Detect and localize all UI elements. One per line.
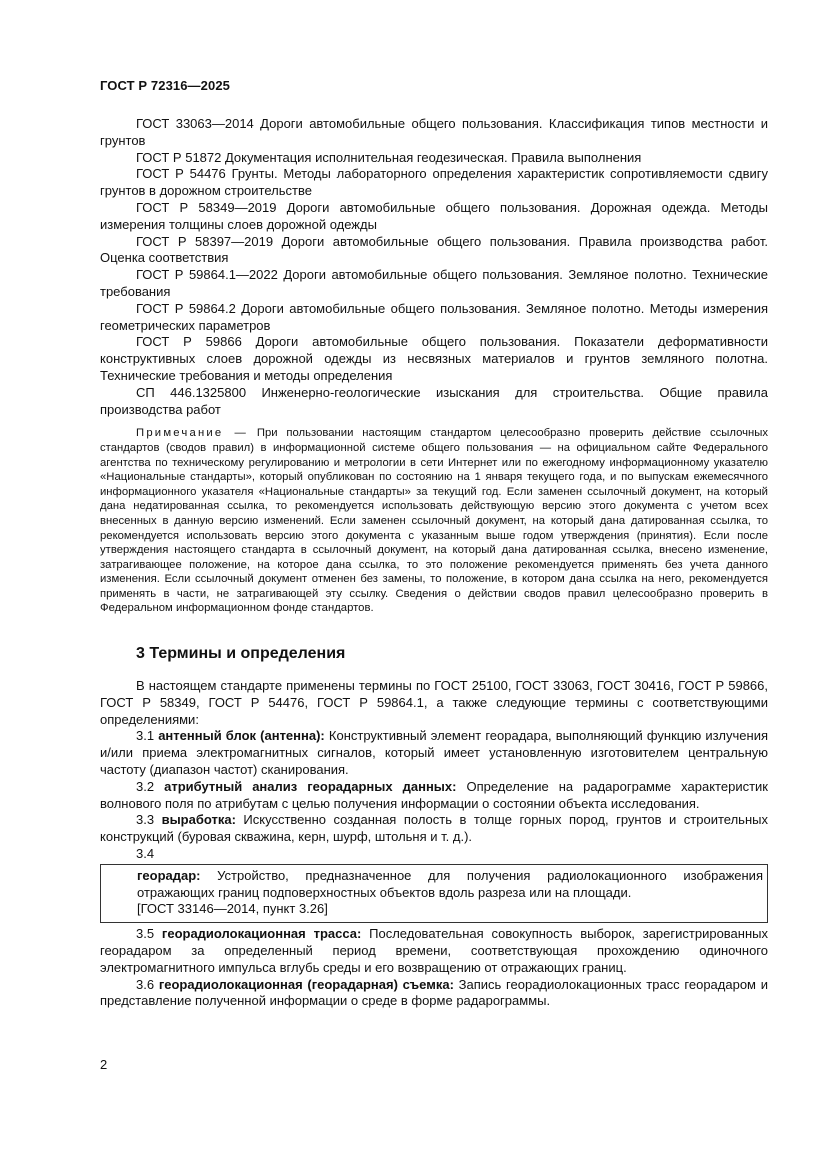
term-definition: Устройство, предназначенное для получения радиолокационного изображения отражающих границ подповерхностных объектов вдоль разреза или на площади.: [137, 867, 763, 900]
term-entry: [100, 926, 768, 976]
document-code-header: ГОСТ Р 72316—2025: [100, 78, 230, 93]
term-number: 3.1: [136, 728, 155, 744]
reference-note: [100, 426, 768, 616]
term-definition: Последовательная совокупность выборок, зарегистрированных георадаром за определенный период времени, соответствующая прохождению одиночного электромагнитного импульса вглубь среды и его возвращению от отражающих границ.: [100, 926, 768, 975]
term-number: 3.2: [136, 778, 155, 794]
reference-item: ГОСТ Р 59864.2 Дороги автомобильные общего пользования. Земляное полотно. Методы измерения геометрических параметров: [100, 300, 768, 333]
term-name: георадиолокационная трасса:: [161, 926, 362, 942]
term-entry: [100, 728, 768, 778]
term-name: георадиолокационная (георадарная) съемка:: [158, 976, 454, 992]
term-number: 3.3: [136, 812, 155, 828]
reference-item: СП 446.1325800 Инженерно-геологические изыскания для строительства. Общие правила производства работ: [100, 384, 768, 417]
reference-item: ГОСТ Р 59866 Дороги автомобильные общего пользования. Показатели деформативности конструктивных слоев дорожной одежды из несвязных материалов и грунтов земляного полотна. Технические требования и методы определения: [100, 334, 768, 383]
term-name: выработка:: [161, 812, 236, 828]
term-number: 3.4: [136, 846, 155, 862]
boxed-term-definition: [100, 864, 768, 923]
term-definition: Искусственно созданная полость в толще горных пород, грунтов и строительных конструкций (буровая скважина, керн, шурф, штольня и т. д.).: [100, 812, 768, 845]
page-number: 2: [100, 1057, 108, 1072]
term-number: 3.5: [136, 926, 155, 942]
term-definition: Конструктивный элемент георадара, выполняющий функцию излучения и/или приема электромагнитных сигналов, который имеет установленную изготовителем центральную частоту (диапазон частот) сканирования.: [100, 728, 768, 778]
reference-item: ГОСТ 33063—2014 Дороги автомобильные общего пользования. Классификация типов местности и грунтов: [100, 116, 768, 148]
term-entry: [100, 779, 768, 813]
section-intro: В настоящем стандарте применены термины по ГОСТ 25100, ГОСТ 33063, ГОСТ 30416, ГОСТ Р 59866, ГОСТ Р 58349, ГОСТ Р 54476, ГОСТ Р 59864.1, а также следующие термины с соответствующими определениями:: [100, 678, 768, 727]
term-name: антенный блок (антенна):: [158, 728, 325, 744]
reference-item: ГОСТ Р 58397—2019 Дороги автомобильные общего пользования. Правила производства работ. Оценка соответствия: [100, 233, 768, 266]
reference-item: ГОСТ Р 59864.1—2022 Дороги автомобильные общего пользования. Земляное полотно. Технические требования: [100, 267, 768, 299]
reference-item: ГОСТ Р 54476 Грунты. Методы лабораторного определения характеристик сопротивляемости сдвигу грунтов в дорожном строительстве: [100, 166, 768, 199]
term-name: георадар:: [137, 867, 201, 883]
note-text: При пользовании настоящим стандартом целесообразно проверить действие ссылочных стандартов (сводов правил) в информационной системе общего пользования — на официальном сайте Федерального агентства по техническому регулированию и метрологии в сети Интернет или по ежегодному информационному указателю «Национальные стандарты», который опубликован по состоянию на 1 января текущего года, и по выпускам ежемесячного информационного указателя «Национальные стандарты» за текущий год. Если заменен ссылочный документ, на который дана недатированная ссылка, то рекомендуется использовать действующую версию этого документа с учетом всех внесенных в данную версию изменений. Если заменен ссылочный документ, на который дана датированная ссылка, то рекомендуется использовать версию этого документа с указанным выше годом утверждения (принятия). Если после утверждения настоящего стандарта в ссылочный документ, на который дана датированная ссылка, внесено изменение, затрагивающее положение, на которое дана ссылка, то это положение рекомендуется применять без учета данного изменения. Если ссылочный документ отменен без замены, то положение, в котором дана ссылка на него, рекомендуется применять в части, не затрагивающей эту ссылку. Сведения о действии сводов правил целесообразно проверить в Федеральном информационном фонде стандартов.: [100, 427, 769, 615]
term-definition: Определение на радарограмме характеристик волнового поля по атрибутам с целью получения информации о состоянии объекта исследования.: [100, 778, 768, 811]
term-entry: [137, 868, 763, 902]
term-entry: [100, 812, 768, 846]
section-title: 3 Термины и определения: [136, 645, 346, 663]
term-name: атрибутный анализ георадарных данных:: [164, 778, 457, 794]
term-definition: Запись георадиолокационных трасс георадаром и представление полученной информации о среде в форме радарограммы.: [100, 976, 768, 1009]
reference-item: ГОСТ Р 58349—2019 Дороги автомобильные общего пользования. Дорожная одежда. Методы измерения толщины слоев дорожной одежды: [100, 199, 768, 232]
page-content: [100, 116, 768, 1010]
term-source-reference: [ГОСТ 33146—2014, пункт 3.26]: [137, 901, 328, 917]
term-number: 3.6: [136, 976, 155, 992]
reference-item: ГОСТ Р 51872 Документация исполнительная геодезическая. Правила выполнения: [136, 149, 642, 165]
term-entry: [100, 977, 768, 1011]
note-label: Примечание —: [136, 427, 248, 440]
